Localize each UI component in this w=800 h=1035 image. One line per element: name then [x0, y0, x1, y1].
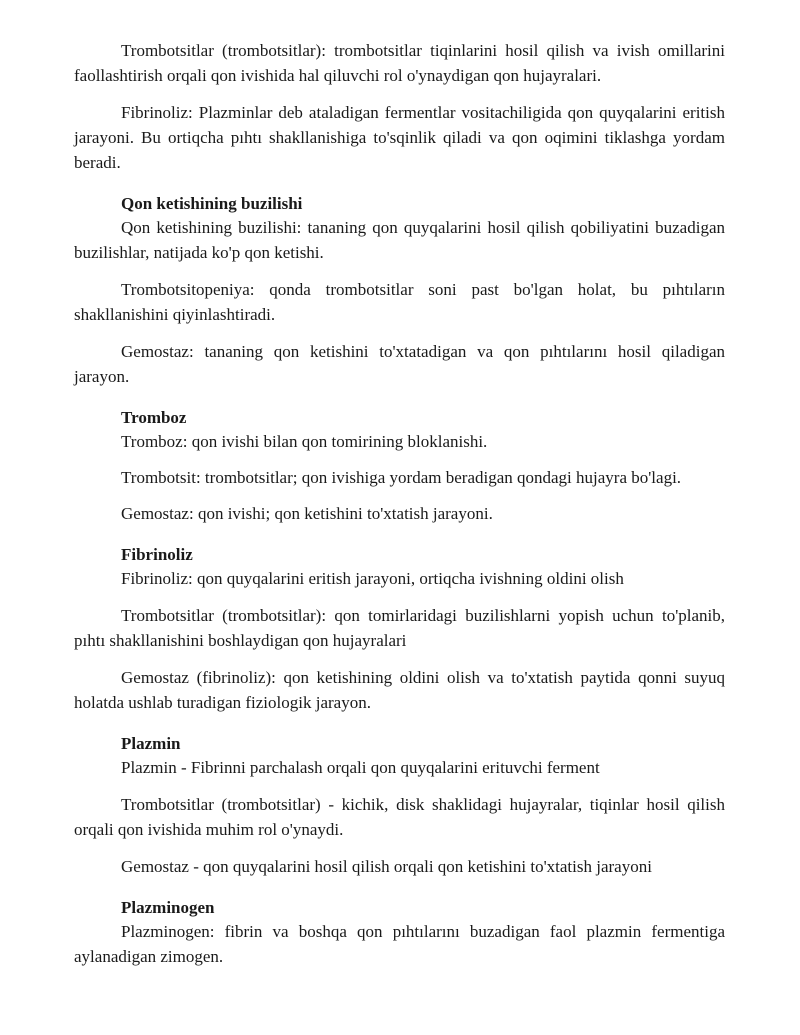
document-page: [74, 38, 725, 981]
heading-plazmin: Plazmin: [121, 734, 181, 753]
paragraph-plazmin: Plazmin - Fibrinni parchalash orqali qon quyqalarini erituvchi ferment: [121, 758, 600, 777]
paragraph-gemostaz-fibrinoliz: Gemostaz (fibrinoliz): qon ketishining oldini olish va to'xtatish paytida qonni suyuq holatda ushlab turadigan fiziologik jarayon.: [74, 668, 725, 712]
heading-tromboz: Tromboz: [121, 408, 187, 427]
paragraph-trombotsit: Trombotsit: trombotsitlar; qon ivishiga yordam beradigan qondagi hujayra bo'lagi.: [121, 468, 682, 487]
paragraph-trombotsitlar-tomirlar: Trombotsitlar (trombotsitlar): qon tomirlaridagi buzilishlarni yopish uchun to'planib, pıhtı shakllanishini boshlaydigan qon hujayralari: [74, 606, 725, 650]
heading-qon-ketishining-buzilishi: Qon ketishining buzilishi: [121, 194, 303, 213]
paragraph-gemostaz-quyqalar: Gemostaz - qon quyqalarini hosil qilish orqali qon ketishini to'xtatish jarayoni: [121, 857, 652, 876]
paragraph-trombotsitlar-disk: Trombotsitlar (trombotsitlar) - kichik, disk shaklidagi hujayralar, tiqinlar hosil qilish orqali qon ivishida muhim rol o'ynaydi.: [74, 795, 725, 839]
paragraph-plazminogen: Plazminogen: fibrin va boshqa qon pıhtılarını buzadigan faol plazmin fermentiga aylanadigan zimogen.: [74, 922, 725, 966]
paragraph-gemostaz: Gemostaz: tananing qon ketishini to'xtatadigan va qon pıhtılarını hosil qiladigan jarayon.: [74, 342, 725, 386]
paragraph-qon-ketishining-buzilishi: Qon ketishining buzilishi: tananing qon quyqalarini hosil qilish qobiliyatini buzadigan buzilishlar, natijada ko'p qon ketishi.: [74, 218, 725, 262]
paragraph-tromboz: Tromboz: qon ivishi bilan qon tomirining bloklanishi.: [121, 432, 488, 451]
paragraph-gemostaz-ivishi: Gemostaz: qon ivishi; qon ketishini to'xtatish jarayoni.: [121, 504, 493, 523]
heading-plazminogen: Plazminogen: [121, 898, 215, 917]
paragraph-trombotsitlar: Trombotsitlar (trombotsitlar): trombotsitlar tiqinlarini hosil qilish va ivish omillarini faollashtirish orqali qon ivishida hal qiluvchi rol o'ynaydigan qon hujayralari.: [74, 41, 725, 85]
paragraph-trombotsitopeniya: Trombotsitopeniya: qonda trombotsitlar soni past bo'lgan holat, bu pıhtıların shakllanishini qiyinlashtiradi.: [74, 280, 725, 324]
heading-fibrinoliz: Fibrinoliz: [121, 545, 193, 564]
paragraph-fibrinoliz-eritish: Fibrinoliz: qon quyqalarini eritish jarayoni, ortiqcha ivishning oldini olish: [121, 569, 624, 588]
paragraph-fibrinoliz: Fibrinoliz: Plazminlar deb ataladigan fermentlar vositachiligida qon quyqalarini eritish jarayoni. Bu ortiqcha pıhtı shakllanishiga to'sqinlik qiladi va qon oqimini tiklashga yordam beradi.: [74, 103, 725, 172]
